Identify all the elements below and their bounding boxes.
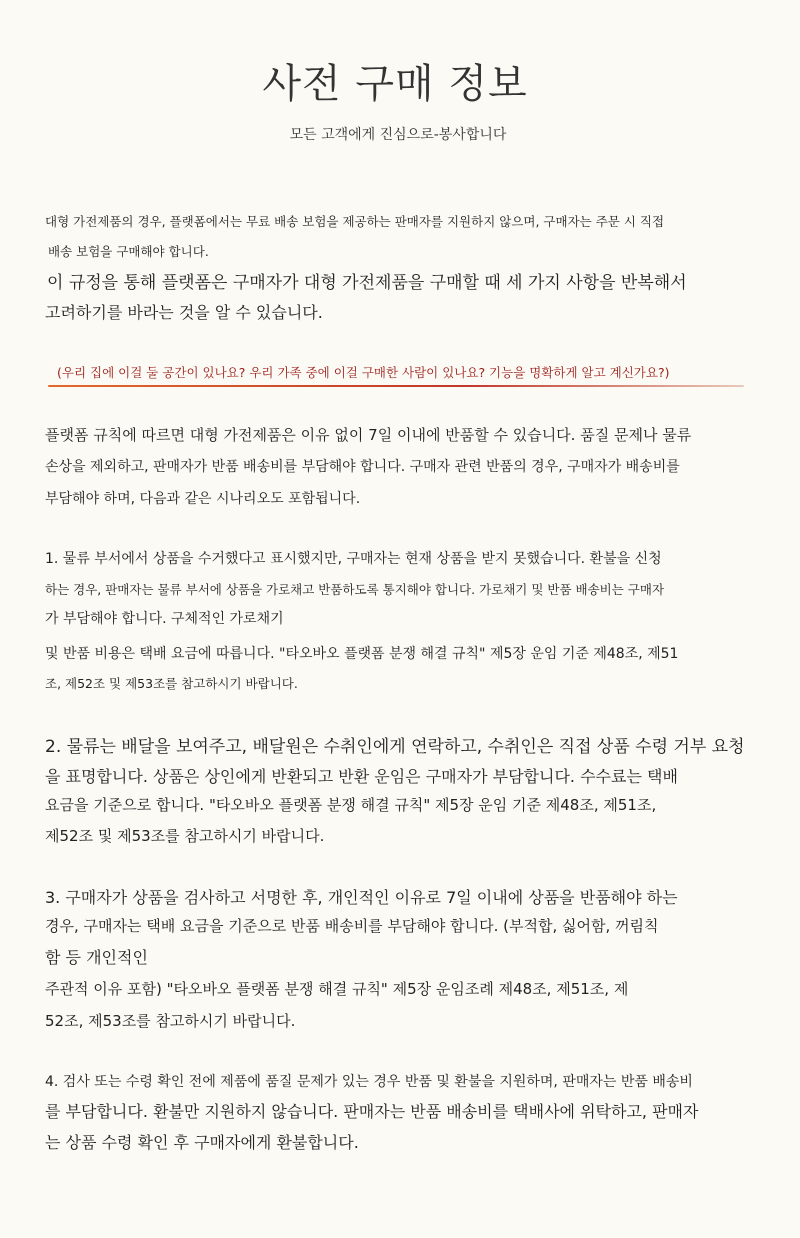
rules-line-2: 손상을 제외하고, 판매자가 반품 배송비를 부담해야 합니다. 구매자 관련 반품의 경우, 구매자가 배송비를 — [45, 459, 680, 475]
intro-line-2: 배송 보험을 구매해야 합니다. — [48, 244, 209, 259]
item-3-line-2: 경우, 구매자는 택배 요금을 기준으로 반품 배송비를 부담해야 합니다. (부적합, 싫어함, 꺼림칙 — [45, 917, 659, 935]
item-1-line-1: 1. 물류 부서에서 상품을 수거했다고 표시했지만, 구매자는 현재 상품을 받지 못했습니다. 환불을 신청 — [45, 551, 662, 567]
item-1-line-3: 가 부담해야 합니다. 구체적인 가로채기 — [45, 611, 284, 627]
rules-line-1: 플랫폼 규칙에 따르면 대형 가전제품은 이유 없이 7일 이내에 반품할 수 있습니다. 품질 문제나 물류 — [45, 426, 692, 444]
notice-text: (우리 집에 이걸 둘 공간이 있나요? 우리 가족 중에 이걸 구매한 사람이 있나요? 기능을 명확하게 알고 계신가요?) — [57, 365, 670, 380]
item-2-line-3: 요금을 기준으로 합니다. "타오바오 플랫폼 분쟁 해결 규칙" 제5장 운임 기준 제48조, 제51조, — [45, 796, 657, 814]
item-4-line-1: 4. 검사 또는 수령 확인 전에 제품에 품질 문제가 있는 경우 반품 및 환불을 지원하며, 판매자는 반품 배송비 — [45, 1074, 693, 1090]
item-4-line-2: 를 부담합니다. 환불만 지원하지 않습니다. 판매자는 반품 배송비를 택배사에 위탁하고, 판매자 — [45, 1102, 699, 1121]
item-2-line-1: 2. 물류는 배달을 보여주고, 배달원은 수취인에게 연락하고, 수취인은 직접 상품 수령 거부 요청 — [45, 737, 745, 757]
item-3-line-1: 3. 구매자가 상품을 검사하고 서명한 후, 개인적인 이유로 7일 이내에 상품을 반품해야 하는 — [45, 888, 678, 907]
rules-line-3: 부담해야 하며, 다음과 같은 시나리오도 포함됩니다. — [45, 491, 361, 507]
item-1-line-2: 하는 경우, 판매자는 물류 부서에 상품을 가로채고 반품하도록 통지해야 합니다. 가로채기 및 반품 배송비는 구매자 — [45, 582, 665, 597]
intro-line-4: 고려하기를 바라는 것을 알 수 있습니다. — [45, 303, 323, 322]
item-2-line-2: 을 표명합니다. 상품은 상인에게 반환되고 반환 운임은 구매자가 부담합니다. 수수료는 택배 — [45, 767, 678, 786]
page-subtitle: 모든 고객에게 진심으로-봉사합니다 — [289, 127, 507, 143]
intro-line-1: 대형 가전제품의 경우, 플랫폼에서는 무료 배송 보험을 제공하는 판매자를 지원하지 않으며, 구매자는 주문 시 직접 — [45, 214, 665, 229]
item-1-line-5: 조, 제52조 및 제53조를 참고하시기 바랍니다. — [45, 676, 298, 691]
intro-line-3: 이 규정을 통해 플랫폼은 구매자가 대형 가전제품을 구매할 때 세 가지 사항을 반복해서 — [47, 273, 687, 293]
item-3-line-4: 주관적 이유 포함) "타오바오 플랫폼 분쟁 해결 규칙" 제5장 운임조례 제48조, 제51조, 제 — [45, 980, 629, 998]
item-3-line-3: 함 등 개인적인 — [45, 948, 148, 967]
item-2-line-4: 제52조 및 제53조를 참고하시기 바랍니다. — [45, 827, 325, 845]
item-1-line-4: 및 반품 비용은 택배 요금에 따릅니다. "타오바오 플랫폼 분쟁 해결 규칙" 제5장 운임 기준 제48조, 제51 — [45, 646, 679, 662]
item-3-line-5: 52조, 제53조를 참고하시기 바랍니다. — [45, 1012, 296, 1030]
item-4-line-3: 는 상품 수령 확인 후 구매자에게 환불합니다. — [45, 1133, 359, 1152]
notice-divider — [48, 385, 744, 387]
page-title: 사전 구매 정보 — [262, 61, 528, 107]
